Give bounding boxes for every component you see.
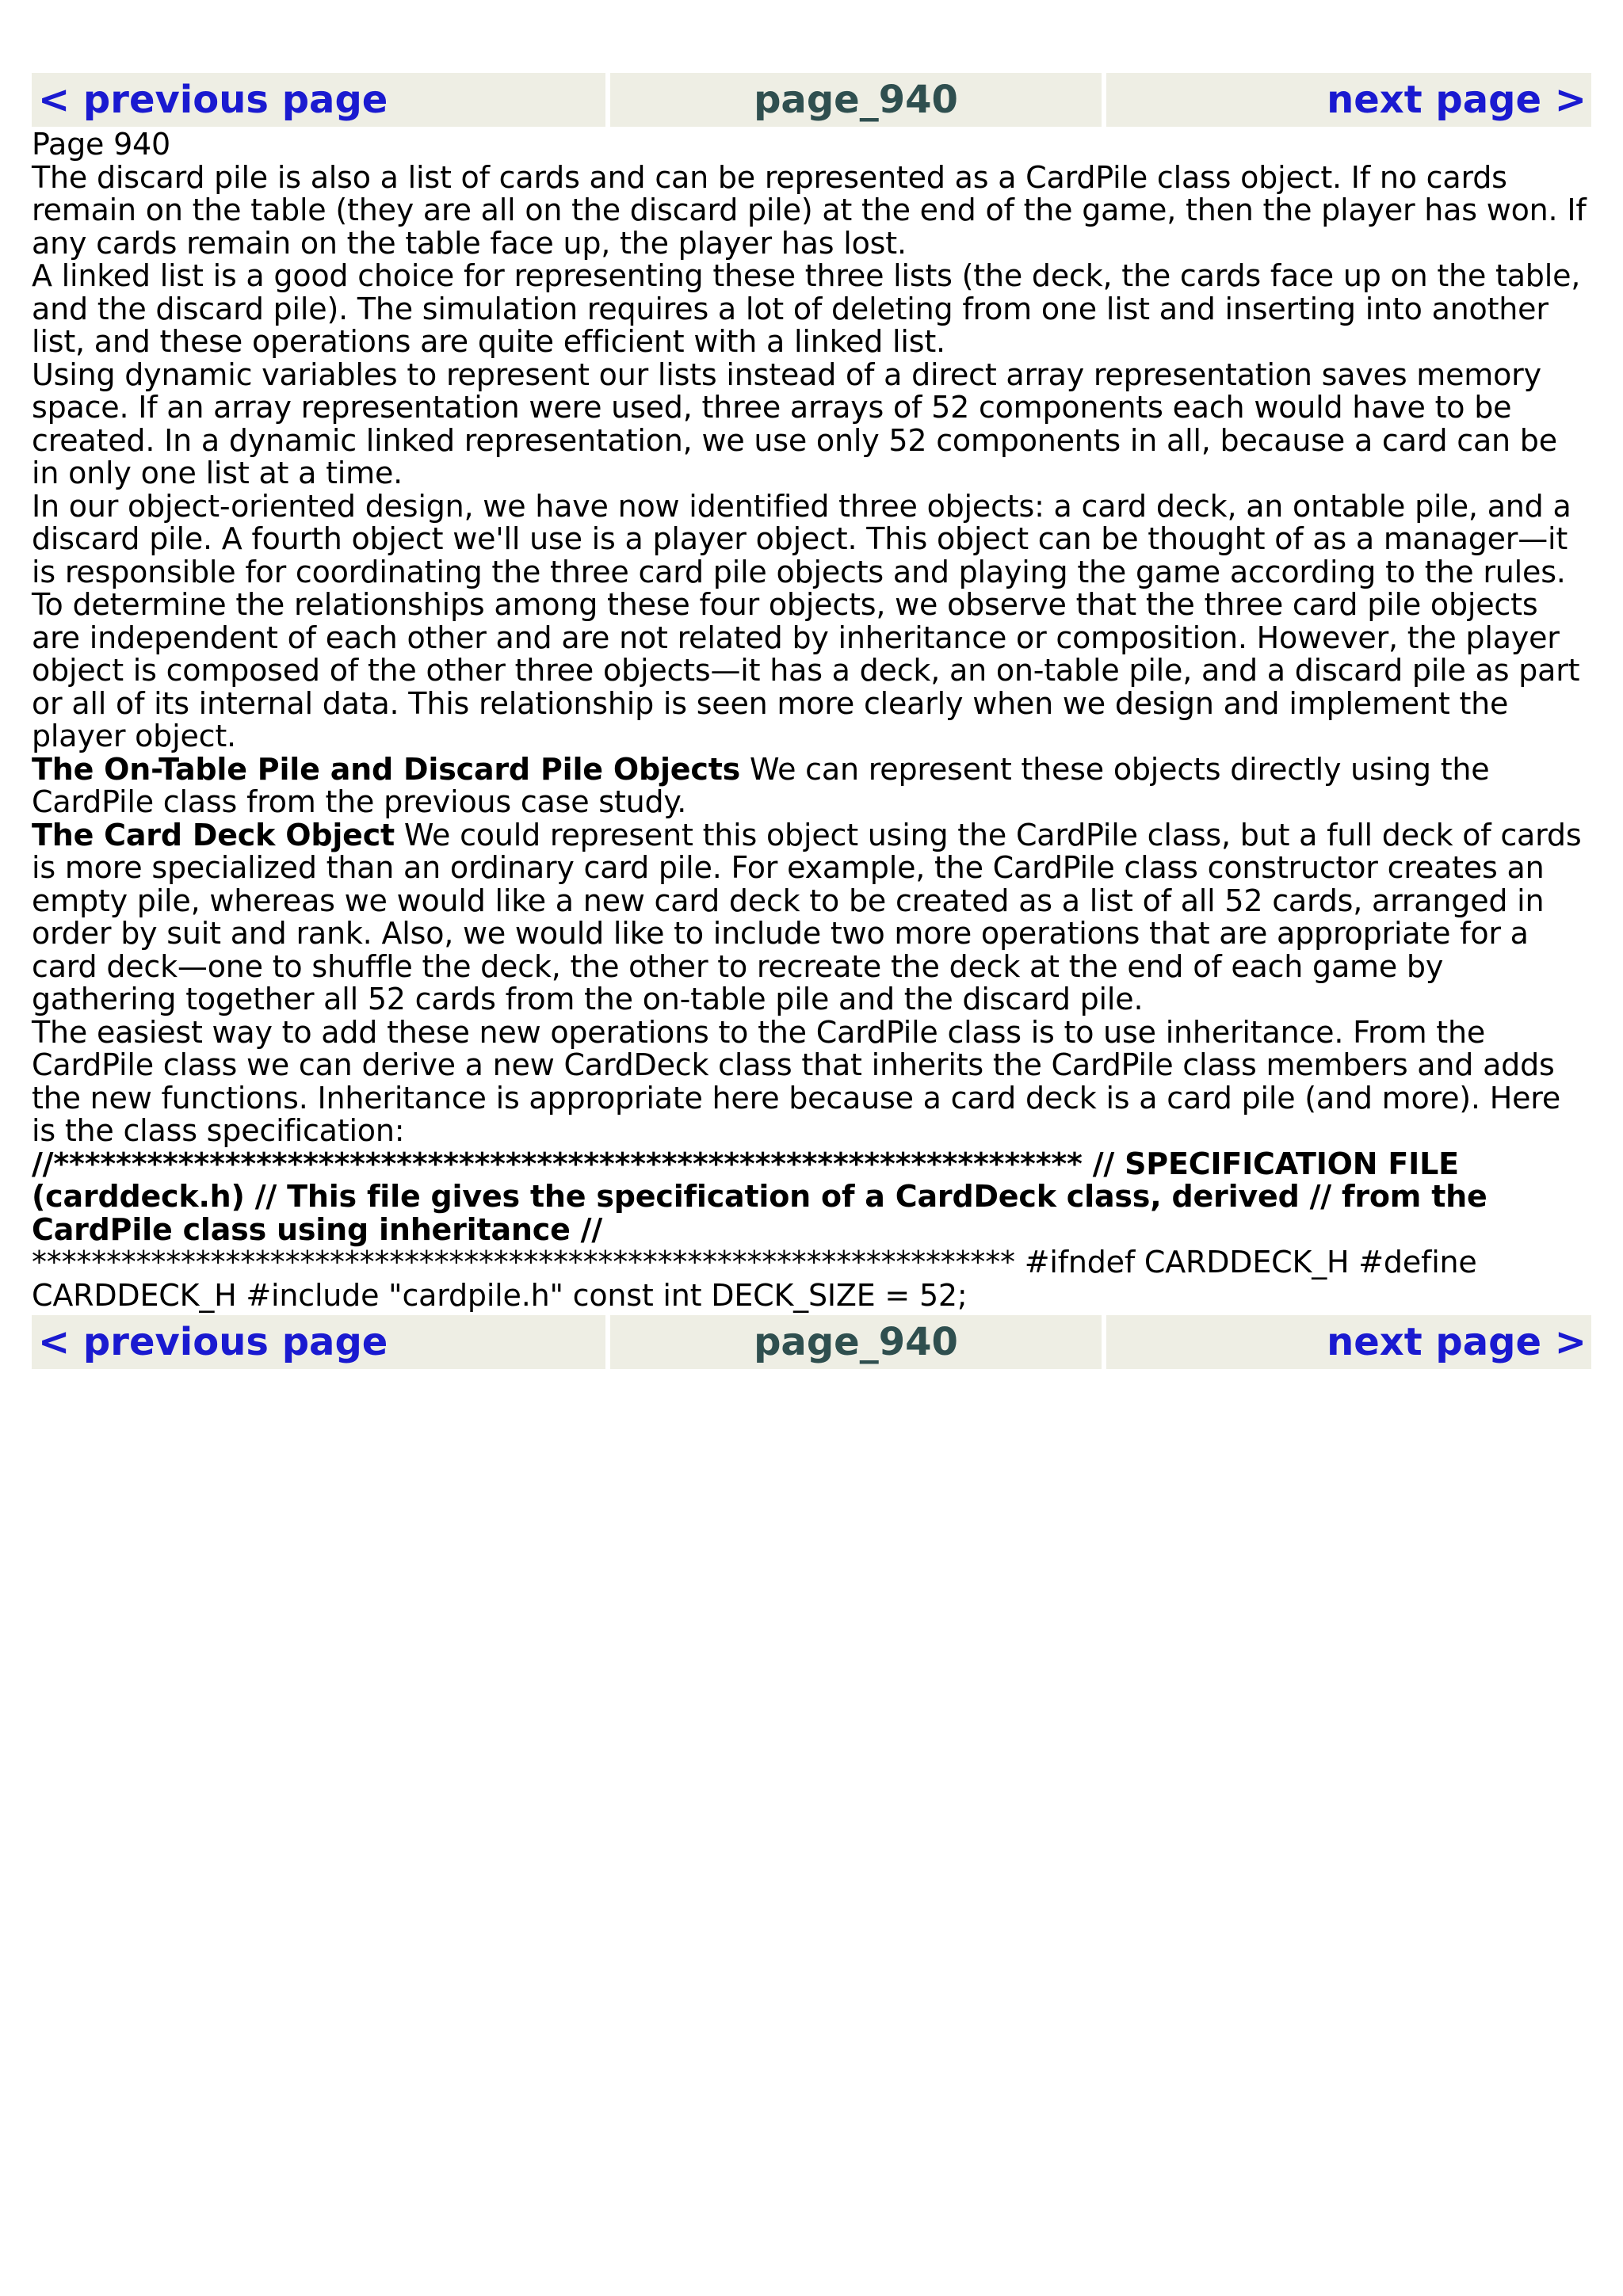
paragraph-dynamic-variables: Using dynamic variables to represent our lists instead of a direct array representation saves memory space. If an array representation were used, three arrays of 52 components each would have to be created. In a dynamic linked representation, we use only 52 components in all, because a card can be in only one list at a time.: [32, 357, 1557, 490]
bottom-nav-page-cell: [610, 1315, 1102, 1369]
bottom-nav-prev-cell: [32, 1315, 605, 1369]
top-nav-page-cell: [610, 73, 1102, 127]
heading-card-deck-object: The Card Deck Object: [32, 817, 395, 852]
paragraph-ontable-section: [32, 753, 1591, 819]
top-navigation-bar: [32, 73, 1591, 127]
bottom-next-page-link[interactable]: next page >: [1327, 1320, 1587, 1364]
ontable-section-text: We can represent these objects directly using the CardPile class from the previous case study.: [32, 751, 1490, 819]
code-tail: #ifndef CARDDECK_H #define CARDDECK_H #include "cardpile.h" const int DECK_SIZE = 52;: [32, 1245, 1477, 1313]
paragraph-discard-pile: The discard pile is also a list of cards and can be represented as a CardPile class object. If no cards remain on the table (they are all on the discard pile) at the end of the game, then the player has won. If any cards remain on the table face up, the player has lost.: [32, 159, 1587, 261]
page-content: [32, 127, 1591, 1315]
code-specification: [32, 1148, 1591, 1313]
code-stars-line: ******************************************************************: [32, 1245, 1015, 1280]
top-nav-prev-cell: [32, 73, 605, 127]
bottom-nav-next-cell: [1106, 1315, 1591, 1369]
page-number-text: Page 940: [32, 127, 171, 162]
book-page: [32, 73, 1591, 1369]
code-header-comment: //****************************************************************** // SPECIFICATION FILE (carddeck.h) // This file gives the specification of a CardDeck class, derived // from the CardPile class using inheritance //: [32, 1146, 1487, 1247]
paragraph-inheritance: The easiest way to add these new operations to the CardPile class is to use inheritance. From the CardPile class we can derive a new CardDeck class that inherits the CardPile class members and adds the new functions. Inheritance is appropriate here because a card deck is a card pile (and more). Here is the class specification:: [32, 1014, 1561, 1148]
paragraph-object-design: In our object-oriented design, we have now identified three objects: a card deck, an ontable pile, and a discard pile. A fourth object we'll use is a player object. This object can be thought of as a manager—it is responsible for coordinating the three card pile objects and playing the game according to the rules.: [32, 488, 1571, 589]
heading-ontable-objects: The On-Table Pile and Discard Pile Objects: [32, 751, 741, 787]
paragraph-relationships: To determine the relationships among these four objects, we observe that the three card pile objects are independent of each other and are not related by inheritance or composition. However, the player object is composed of the other three objects—it has a deck, an on-table pile, and a discard pile as part or all of its internal data. This relationship is seen more clearly when we design and implement the player object.: [32, 587, 1580, 753]
bottom-previous-page-link[interactable]: < previous page: [38, 1320, 388, 1364]
paragraph-linked-list: A linked list is a good choice for representing these three lists (the deck, the cards face up on the table, and the discard pile). The simulation requires a lot of deleting from one list and inserting into another list, and these operations are quite efficient with a linked list.: [32, 258, 1581, 359]
top-previous-page-link[interactable]: < previous page: [38, 78, 388, 122]
bottom-page-label: page_940: [754, 1320, 958, 1364]
top-nav-next-cell: [1106, 73, 1591, 127]
bottom-navigation-bar: [32, 1315, 1591, 1369]
top-page-label: page_940: [754, 78, 958, 122]
card-deck-section-text: We could represent this object using the CardPile class, but a full deck of cards is more specialized than an ordinary card pile. For example, the CardPile class constructor creates an empty pile, whereas we would like a new card deck to be created as a list of all 52 cards, arranged in order by suit and rank. Also, we would like to include two more operations that are appropriate for a card deck—one to shuffle the deck, the other to recreate the deck at the end of each game by gathering together all 52 cards from the on-table pile and the discard pile.: [32, 817, 1582, 1016]
paragraph-card-deck-section: [32, 819, 1591, 1016]
top-next-page-link[interactable]: next page >: [1327, 78, 1587, 122]
